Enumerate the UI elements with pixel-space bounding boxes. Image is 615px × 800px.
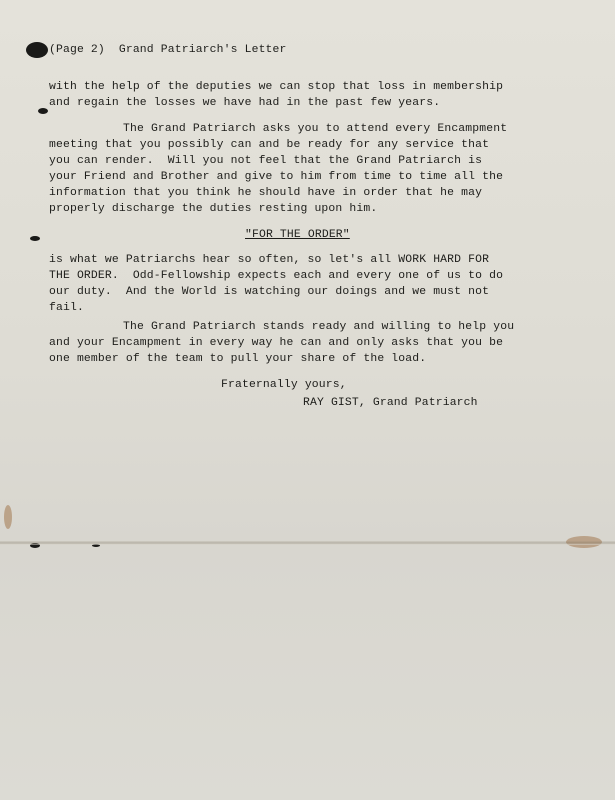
page-header: (Page 2) Grand Patriarch's Letter [49,44,287,56]
paragraph-line: The Grand Patriarch asks you to attend every Encampment [123,123,508,135]
paragraph-line: your Friend and Brother and give to him from time to time all the [49,171,504,183]
paragraph-line: one member of the team to pull your share of the load. [49,353,427,365]
paragraph-line: our duty. And the World is watching our doings and we must not [49,286,490,298]
signature-line: RAY GIST, Grand Patriarch [303,397,478,409]
paragraph-line: and your Encampment in every way he can and only asks that you be [49,337,504,349]
motto-heading: "FOR THE ORDER" [245,229,350,241]
paragraph-line: The Grand Patriarch stands ready and willing to help you [123,321,515,333]
paragraph-line: meeting that you possibly can and be ready for any service that [49,139,490,151]
paragraph-line: THE ORDER. Odd-Fellowship expects each and every one of us to do [49,270,504,282]
paragraph-line: properly discharge the duties resting upon him. [49,203,378,215]
paragraph-line: fail. [49,302,84,314]
paragraph-line: and regain the losses we have had in the past few years. [49,97,441,109]
ink-blot [26,42,48,58]
paper-fold [0,541,615,545]
rust-stain [4,505,12,529]
paragraph-line: with the help of the deputies we can stop that loss in membership [49,81,504,93]
paragraph-line: is what we Patriarchs hear so often, so let's all WORK HARD FOR [49,254,490,266]
ink-blot [38,108,48,114]
closing-line: Fraternally yours, [221,379,347,391]
ink-blot [30,236,40,241]
paragraph-line: information that you think he should have in order that he may [49,187,483,199]
paragraph-line: you can render. Will you not feel that the Grand Patriarch is [49,155,483,167]
